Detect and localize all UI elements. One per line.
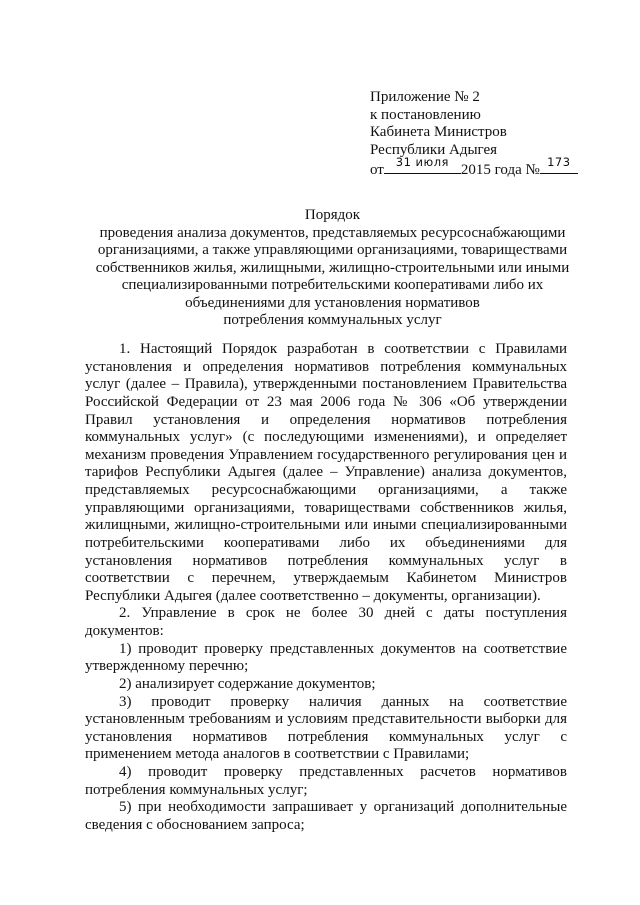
list-item-4: 4) проводит проверку представленных расчетов нормативов потребления коммунальных услуг; xyxy=(85,764,567,798)
title-subtitle-line: собственников жилья, жилищными, жилищно-строительными или иными xyxy=(95,259,570,276)
title-heading: Порядок xyxy=(304,207,361,223)
date-prefix: от xyxy=(370,162,384,179)
date-year: 2015 года № xyxy=(460,162,540,179)
title-subtitle-line: объединениями для установления нормативов xyxy=(185,294,480,311)
appendix-line-3: Кабинета Министров xyxy=(370,124,507,141)
document-body xyxy=(85,341,567,835)
list-item-2: 2) анализирует содержание документов; xyxy=(119,675,376,692)
date-field xyxy=(384,154,461,174)
title-subtitle-line: потребления коммунальных услуг xyxy=(223,312,442,328)
date-handwritten: 31 июля xyxy=(395,154,449,169)
list-item-5: 5) при необходимости запрашивает у организаций дополнительные сведения с обоснованием запроса; xyxy=(85,799,567,833)
document-title xyxy=(70,207,595,330)
appendix-line-4: Республики Адыгея xyxy=(370,141,498,158)
appendix-line-1: Приложение № 2 xyxy=(370,89,480,105)
title-subtitle-line: специализированными потребительскими кооперативами либо их xyxy=(121,277,544,293)
title-subtitle-line: организациями, а также управляющими организациями, товариществами xyxy=(97,242,568,258)
appendix-block xyxy=(370,89,578,180)
paragraph-2: 2. Управление в срок не более 30 дней с даты поступления документов: xyxy=(85,605,567,639)
appendix-date-line xyxy=(370,154,578,180)
number-handwritten: 173 xyxy=(547,154,571,169)
list-item-3: 3) проводит проверку наличия данных на соответствие установленным требованиям и условиям представительности выборки для установления нормативов потребления коммунальных услуг с применением метода аналогов в соответствии с Правилами; xyxy=(85,693,567,763)
title-subtitle-line: проведения анализа документов, представляемых ресурсоснабжающими xyxy=(99,224,566,241)
list-item-1: 1) проводит проверку представленных документов на соответствие утвержденному перечню; xyxy=(85,640,567,675)
paragraph-1: 1. Настоящий Порядок разработан в соответствии с Правилами установления и определения нормативов потребления коммунальных услуг (далее – Правила), утвержденными постановлением Правительства Российской Федерации от 23 мая 2006 года № 306 «Об утверждении Правил установления и определения нормативов потребления коммунальных услуг» (с последующими изменениями), и определяет механизм проведения Управлением государственного регулирования цен и тарифов Республики Адыгея (далее – Управление) анализа документов, представляемых ресурсоснабжающими организациями, а также управляющими организациями, товариществами собственников жилья, жилищными, жилищно-строительными или иными специализированными потребительскими кооперативами либо их объединениями для установления нормативов потребления коммунальных услуг в соответствии с перечнем, утверждаемым Кабинетом Министров Республики Адыгея (далее соответственно – документы, организации). xyxy=(85,341,567,604)
appendix-line-2: к постановлению xyxy=(370,106,481,123)
number-field xyxy=(540,154,578,174)
